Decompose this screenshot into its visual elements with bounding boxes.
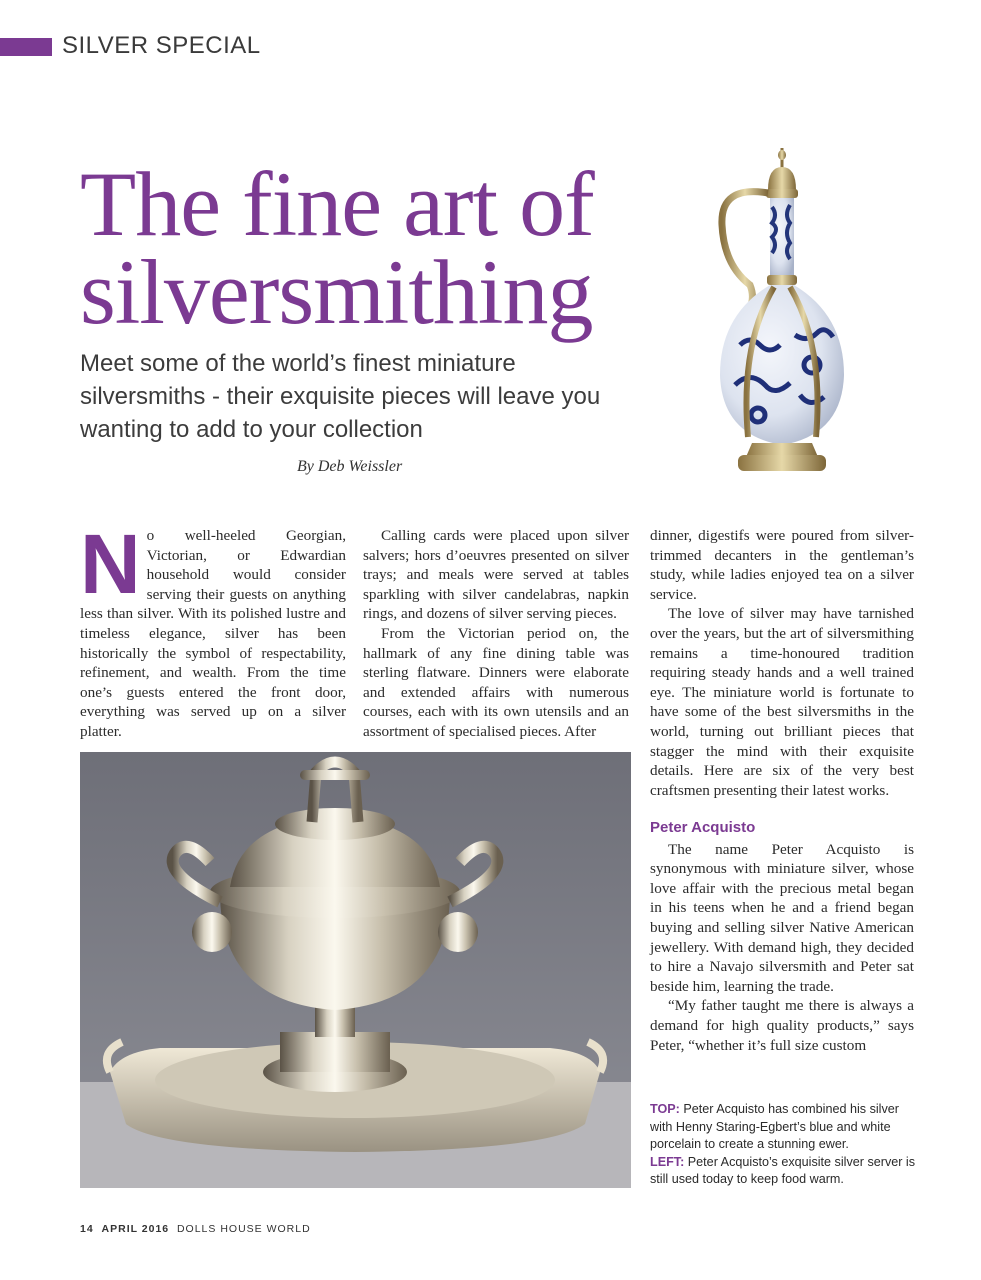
caption-text-left: Peter Acquisto’s exquisite silver server is still used today to keep food warm. (650, 1154, 916, 1186)
body-paragraph: dinner, digestifs were poured from silver-trimmed decanters in the gentleman’s study, while ladies enjoyed tea on a silver service. (650, 527, 914, 603)
body-paragraph: o well-heeled Georgian, Victorian, or Edwardian household would consider serving their guests on anything less than silver. With its polished lustre and timeless elegance, silver has been historically the symbol of respectability, refinement, and wealth. From the time one’s guests entered the front door, everything was served up on a silver platter. (80, 527, 346, 740)
section-color-bar (0, 38, 52, 56)
tureen-photo (80, 752, 631, 1188)
section-label: SILVER SPECIAL (62, 32, 261, 59)
body-column-3 (650, 526, 914, 800)
article-standfirst: Meet some of the world’s finest miniature silversmiths - their exquisite pieces will leave you wanting to add to your collection (80, 350, 601, 443)
caption-text-top: Peter Acquisto has combined his silver with Henny Staring-Egbert’s blue and white porcelain to create a stunning ewer. (650, 1102, 899, 1151)
body-paragraph: Calling cards were placed upon silver salvers; hors d’oeuvres presented on silver trays; and meals were served at tables sparkling with silver candelabras, napkin rings, and dozens of silver serving pieces. (363, 527, 629, 623)
photo-captions (650, 1101, 920, 1189)
page-number: 14 (80, 1223, 94, 1235)
caption-key-top: TOP: (650, 1102, 680, 1116)
magazine-name: DOLLS HOUSE WORLD (176, 1223, 311, 1235)
article-byline: By Deb Weissler (297, 458, 403, 475)
body-paragraph: The name Peter Acquisto is synonymous with miniature silver, whose love affair with the precious metal began in his teens when he and a friend began buying and selling silver Native American jewellery. With demand high, they decided to hire a Navajo silversmith and Peter sat beside him, learning the trade. (650, 840, 914, 995)
drop-cap: N (80, 517, 141, 611)
body-paragraph: “My father taught me there is always a demand for high quality products,” says Peter, “whether it’s full size custom (650, 997, 914, 1054)
section-subhead: Peter Acquisto (650, 819, 756, 836)
body-paragraph: The love of silver may have tarnished over the years, but the art of silversmithing remains a time-honoured tradition requiring steady hands and a well trained eye. The miniature world is fortunate to have some of the best silversmiths in the world, turning out brilliant pieces that stagger the mind with their exquisite details. Here are six of the very best craftsmen presenting their latest works. (650, 605, 914, 799)
body-paragraph: From the Victorian period on, the hallmark of any fine dining table was sterling flatware. Dinners were elaborate and extended affairs with numerous courses, each with its own utensils and an assortment of specialised pieces. After (363, 624, 629, 740)
body-column-3-continued (650, 818, 914, 1055)
issue-date: APRIL 2016 (101, 1223, 170, 1235)
body-column-2 (363, 526, 629, 742)
ewer-photo (700, 145, 860, 480)
body-column-1 (80, 517, 346, 742)
caption-key-left: LEFT: (650, 1154, 685, 1169)
article-headline: The fine art of silversmithing (80, 153, 594, 343)
page-footer (80, 1223, 311, 1235)
